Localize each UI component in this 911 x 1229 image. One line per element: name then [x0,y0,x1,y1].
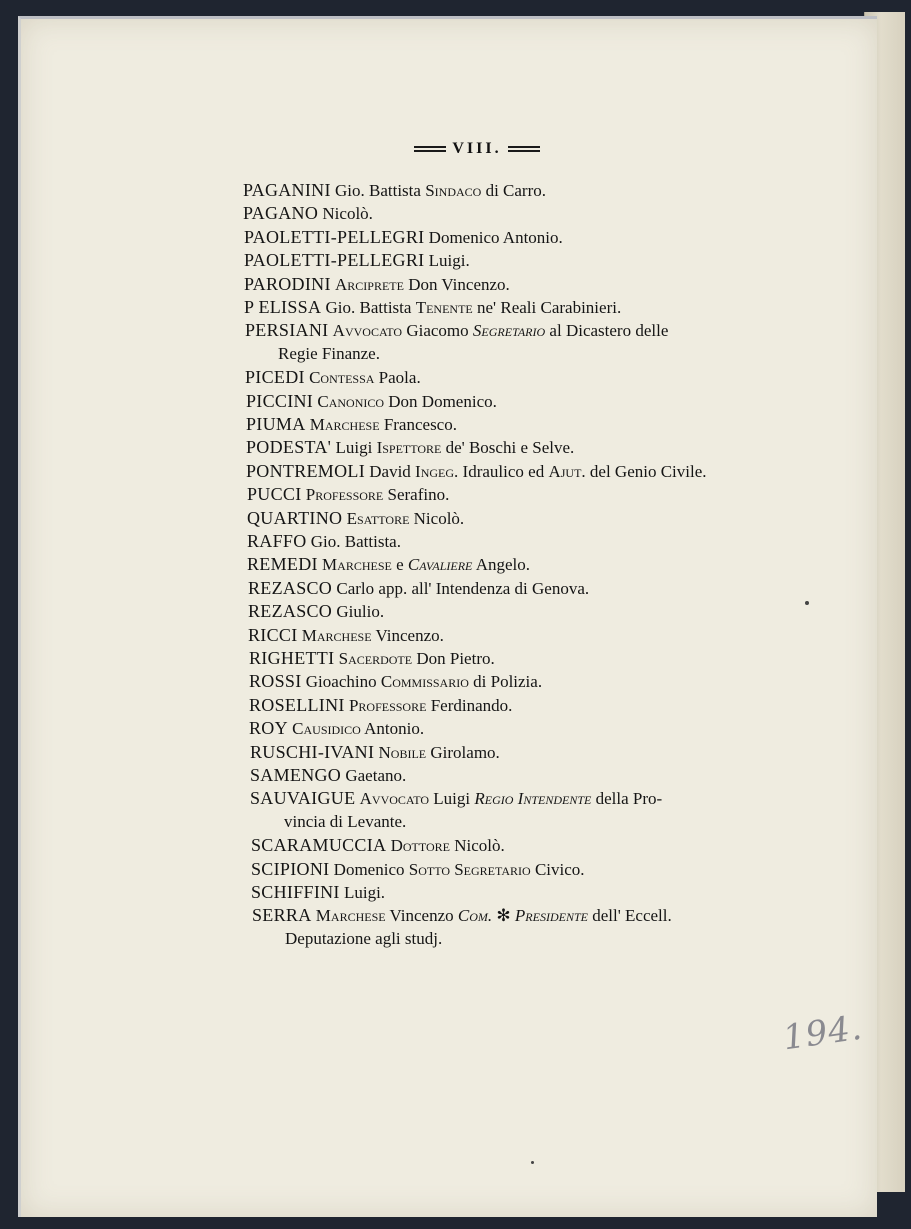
entry-title: Sacerdote [338,649,413,668]
entry-surname: PAGANINI [243,180,331,200]
list-entry [244,273,510,296]
entry-text: Don Domenico. [384,392,497,411]
list-entry [243,202,373,225]
entry-surname: SCIPIONI [251,859,330,879]
entry-surname: PARODINI [244,274,331,294]
entry-text: di Carro. [481,181,547,200]
page-header [407,137,547,161]
entry-text: Domenico [333,860,409,879]
entry-title: Canonico [317,392,385,411]
book-page [18,16,877,1217]
entry-title: Commissario [380,672,469,691]
entry-title: Cavaliere [407,555,473,574]
entry-text: Gio. Battista [325,298,416,317]
entry-title: Avvocato [332,321,403,340]
entry-title: Ajut. [548,462,586,481]
entry-title: Ingeg. [415,462,459,481]
entry-text: Gio. Battista. [310,532,401,551]
entry-text: Antonio. [360,719,425,738]
entry-text: Angelo. [472,555,531,574]
list-entry [251,834,505,857]
entry-surname: SAMENGO [250,765,342,785]
entry-text: della Pro- [591,789,663,808]
entry-text: vincia di Levante. [284,812,407,831]
entry-text: Nicolò. [409,509,465,528]
entry-text: Luigi [429,789,475,808]
entry-text: Giacomo [402,321,473,340]
entry-title: Avvocato [359,789,430,808]
entry-title: Marchese [309,415,380,434]
entry-text: dell' Eccell. [587,906,672,925]
entry-text: Domenico Antonio. [428,228,563,247]
entry-surname: REZASCO [248,578,333,598]
entry-title: Tenente [415,298,473,317]
entry-text: Idraulico ed [458,462,549,481]
entry-text: Serafino. [383,485,450,504]
entry-surname: PODESTA' [246,437,332,457]
entry-text: Gioachino [305,672,381,691]
entry-title: Dottore [390,836,450,855]
entry-text: Ferdinando. [426,696,513,715]
list-entry [245,366,421,389]
entry-text: David [369,462,416,481]
entry-surname: ROSSI [249,671,302,691]
list-entry [278,343,380,365]
entry-surname: ROY [249,718,288,738]
entry-text: Luigi. [343,883,386,902]
list-entry [249,717,424,740]
list-entry [246,390,497,413]
entry-surname: RICCI [248,625,298,645]
entry-surname: PAOLETTI-PELLEGRI [244,227,425,247]
entry-surname: SERRA [252,905,312,925]
entry-text: Nicolò. [322,204,373,223]
ink-speck [805,601,809,605]
entry-text: de' Boschi e Selve. [441,438,575,457]
list-entry [247,530,401,553]
entry-surname: QUARTINO [247,508,343,528]
entry-surname: PONTREMOLI [246,461,365,481]
entry-title: Sotto Segretario [408,860,531,879]
list-entry [245,319,668,342]
entry-title: Contessa [309,368,375,387]
list-entry [246,436,574,459]
entry-surname: PERSIANI [245,320,329,340]
list-entry [248,624,444,647]
entry-text: ✻ [492,906,515,925]
entry-surname: RUSCHI-IVANI [250,742,375,762]
entry-surname: RIGHETTI [249,648,335,668]
entry-surname: PUCCI [247,484,302,504]
entry-text: Girolamo. [426,743,500,762]
entry-text: Paola. [374,368,421,387]
entry-text: ne' Reali Carabinieri. [472,298,622,317]
entry-title: Nobile [378,743,427,762]
list-entry [244,226,563,249]
entry-title: Presidente [514,906,588,925]
entry-text: Carlo app. all' Intendenza di Genova. [336,579,590,598]
list-entry [252,904,672,927]
list-entry [244,249,470,272]
list-entry [247,553,530,576]
list-entry [249,647,495,670]
list-entry [251,881,385,904]
header-rule-left [414,146,446,152]
entry-title: Professore [348,696,427,715]
list-entry [284,811,406,833]
entry-surname: SCHIFFINI [251,882,340,902]
list-entry [246,460,707,483]
entry-title: Professore [305,485,384,504]
entry-title: Causidico [292,719,361,738]
entry-text: del Genio Civile. [585,462,707,481]
list-entry [251,858,585,881]
entry-title: Marchese [315,906,386,925]
entry-text: Gio. Battista [335,181,426,200]
entry-surname: PIUMA [246,414,306,434]
entry-title: Sindaco [425,181,482,200]
entry-text: Vincenzo [385,906,458,925]
list-entry [249,670,542,693]
list-entry [285,928,442,950]
list-entry [247,483,449,506]
list-entry [250,787,662,810]
entry-title: Esattore [346,509,410,528]
entry-title: Marchese [301,626,372,645]
entry-text: Civico. [530,860,585,879]
entry-text: Deputazione agli studj. [285,929,443,948]
entry-text: Francesco. [379,415,457,434]
entry-surname: ROSELLINI [249,695,345,715]
entry-title: Marchese [322,555,392,574]
list-entry [246,413,457,436]
list-entry [244,296,621,319]
list-entry [250,741,500,764]
entry-text: Nicolò. [449,836,505,855]
list-entry [249,694,512,717]
list-entry [248,577,589,600]
entry-text: di Polizia. [468,672,543,691]
entry-surname: RAFFO [247,531,307,551]
entry-surname: REZASCO [248,601,333,621]
entry-title: Ispettore [376,438,442,457]
list-entry [243,179,546,202]
entry-text: al Dicastero delle [545,321,669,340]
list-entry [250,764,406,787]
entry-surname: PICEDI [245,367,305,387]
entry-surname: SAUVAIGUE [250,788,356,808]
entry-text: Regie Finanze. [278,344,380,363]
entry-text: Vincenzo. [371,626,444,645]
header-rule-right [508,146,540,152]
entry-title: Arciprete [335,275,404,294]
entry-title: Regio Intendente [474,789,592,808]
entry-surname: REMEDI [247,554,318,574]
entry-surname: P ELISSA [244,297,322,317]
entry-text: Don Pietro. [412,649,495,668]
entry-surname: PAOLETTI-PELLEGRI [244,250,425,270]
entry-surname: SCARAMUCCIA [251,835,387,855]
list-entry [248,600,384,623]
ink-speck [531,1161,534,1164]
page-number: VIII. [452,140,502,157]
entry-title: Com. [457,906,493,925]
list-entry [247,507,464,530]
entry-text: Don Vincenzo. [403,275,510,294]
entry-text: Gaetano. [345,766,407,785]
entry-surname: PAGANO [243,203,319,223]
entry-text: e [391,555,408,574]
entry-title: Segretario [472,321,546,340]
handwritten-page-note: 194. [780,1007,866,1059]
entry-text: Giulio. [336,602,385,621]
entry-surname: PICCINI [246,391,314,411]
entry-text: Luigi [335,438,377,457]
entry-text: Luigi. [428,251,470,270]
